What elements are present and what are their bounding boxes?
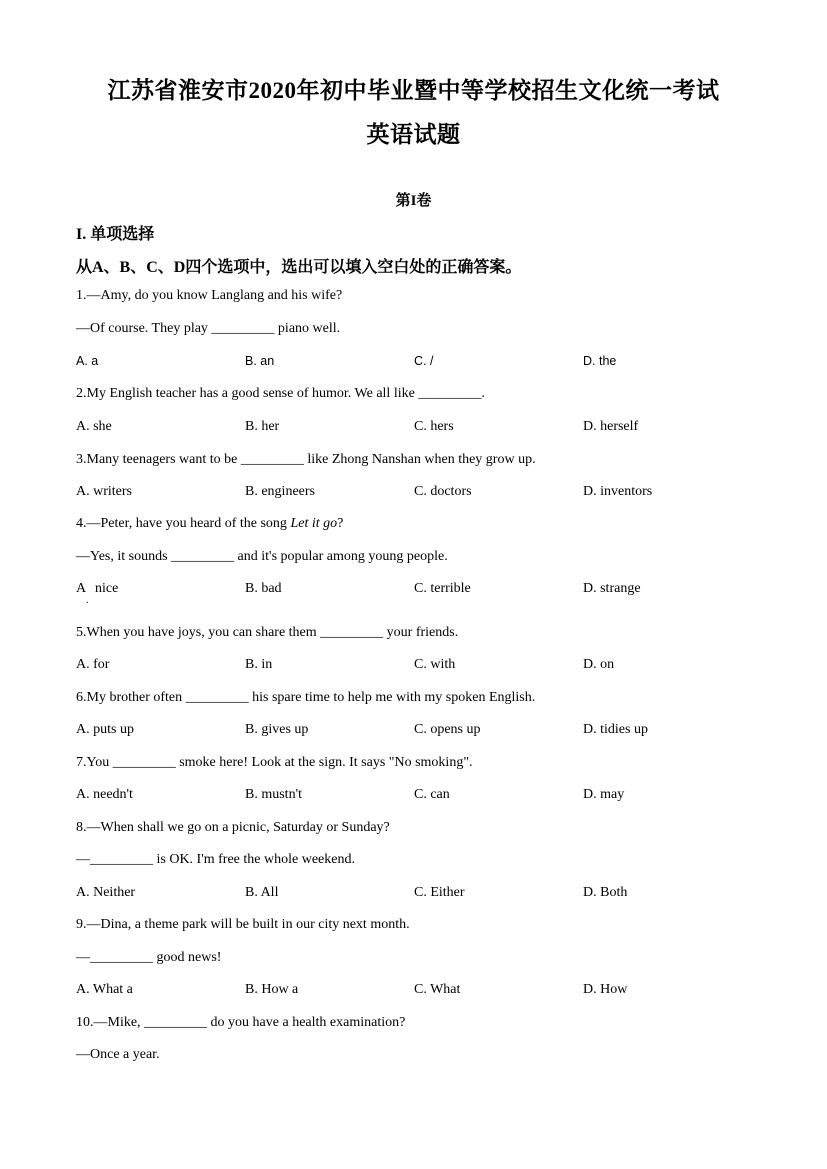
question-4-option-a-letter: A [76, 581, 87, 596]
question-8-option-b: B. All [245, 885, 279, 900]
question-9-option-a: A. What a [76, 982, 133, 997]
question-1-option-d: D. the [583, 354, 617, 368]
volume-heading: 第I卷 [395, 193, 432, 209]
question-6-option-d: D. tidies up [583, 722, 648, 737]
question-4-line-2: —Yes, it sounds _________ and it's popular among young people. [76, 549, 448, 564]
question-7-option-a: A. needn't [76, 787, 133, 802]
question-4-option-d: D. strange [583, 581, 641, 596]
question-6-option-b: B. gives up [245, 722, 309, 737]
question-4-option-b: B. bad [245, 581, 282, 596]
section-heading: I. 单项选择 [76, 226, 155, 243]
section-instruction: 从A、B、C、D四个选项中，选出可以填入空白处的正确答案。 [76, 259, 522, 276]
question-4-line-1 [76, 516, 343, 532]
exam-subtitle: 英语试题 [366, 122, 461, 147]
question-5-option-a: A. for [76, 657, 110, 672]
question-3-line-1: 3.Many teenagers want to be _________ like Zhong Nanshan when they grow up. [76, 452, 536, 467]
stray-dot: . [86, 595, 89, 606]
question-5-option-b: B. in [245, 657, 273, 672]
question-5-option-c: C. with [414, 657, 456, 672]
question-9-option-d: D. How [583, 982, 628, 997]
question-7-option-d: D. may [583, 787, 625, 802]
question-9-line-1: 9.—Dina, a theme park will be built in our city next month. [76, 917, 410, 932]
question-3-option-b: B. engineers [245, 484, 315, 499]
question-3-option-a: A. writers [76, 484, 132, 499]
question-6-line-1: 6.My brother often _________ his spare time to help me with my spoken English. [76, 690, 536, 705]
song-title: Let it go [290, 516, 338, 531]
question-8-line-1: 8.—When shall we go on a picnic, Saturday or Sunday? [76, 820, 390, 835]
question-2-option-d: D. herself [583, 419, 639, 434]
question-5-option-d: D. on [583, 657, 615, 672]
question-4-mark: ? [337, 516, 344, 531]
question-9-line-2: —_________ good news! [76, 950, 222, 965]
question-4-text: 4.—Peter, have you heard of the song [76, 516, 291, 531]
question-8-line-2: —_________ is OK. I'm free the whole weekend. [76, 852, 355, 867]
question-3-option-c: C. doctors [414, 484, 472, 499]
question-7-option-b: B. mustn't [245, 787, 302, 802]
question-2-option-c: C. hers [414, 419, 454, 434]
question-4-option-c: C. terrible [414, 581, 471, 596]
question-6-option-c: C. opens up [414, 722, 481, 737]
question-7-option-c: C. can [414, 787, 450, 802]
question-1-option-b: B. an [245, 354, 275, 368]
question-1-line-1: 1.—Amy, do you know Langlang and his wife? [76, 288, 343, 303]
question-9-option-c: C. What [414, 982, 461, 997]
question-8-option-a: A. Neither [76, 885, 136, 900]
question-8-option-c: C. Either [414, 885, 465, 900]
question-6-option-a: A. puts up [76, 722, 134, 737]
question-5-line-1: 5.When you have joys, you can share them _________ your friends. [76, 625, 459, 640]
question-2-line-1: 2.My English teacher has a good sense of humor. We all like _________. [76, 386, 485, 401]
exam-title: 江苏省淮安市2020年初中毕业暨中等学校招生文化统一考试 [107, 78, 720, 103]
question-2-option-b: B. her [245, 419, 280, 434]
question-3-option-d: D. inventors [583, 484, 653, 499]
question-9-option-b: B. How a [245, 982, 299, 997]
question-2-option-a: A. she [76, 419, 112, 434]
question-10-line-2: —Once a year. [76, 1047, 160, 1062]
question-4-option-a-text: nice [95, 581, 119, 596]
question-8-option-d: D. Both [583, 885, 628, 900]
question-7-line-1: 7.You _________ smoke here! Look at the sign. It says "No smoking". [76, 755, 473, 770]
question-1-line-2: —Of course. They play _________ piano well. [76, 321, 341, 336]
question-1-option-c: C. / [414, 354, 434, 368]
question-1-option-a: A. a [76, 354, 99, 368]
question-10-line-1: 10.—Mike, _________ do you have a health examination? [76, 1015, 406, 1030]
